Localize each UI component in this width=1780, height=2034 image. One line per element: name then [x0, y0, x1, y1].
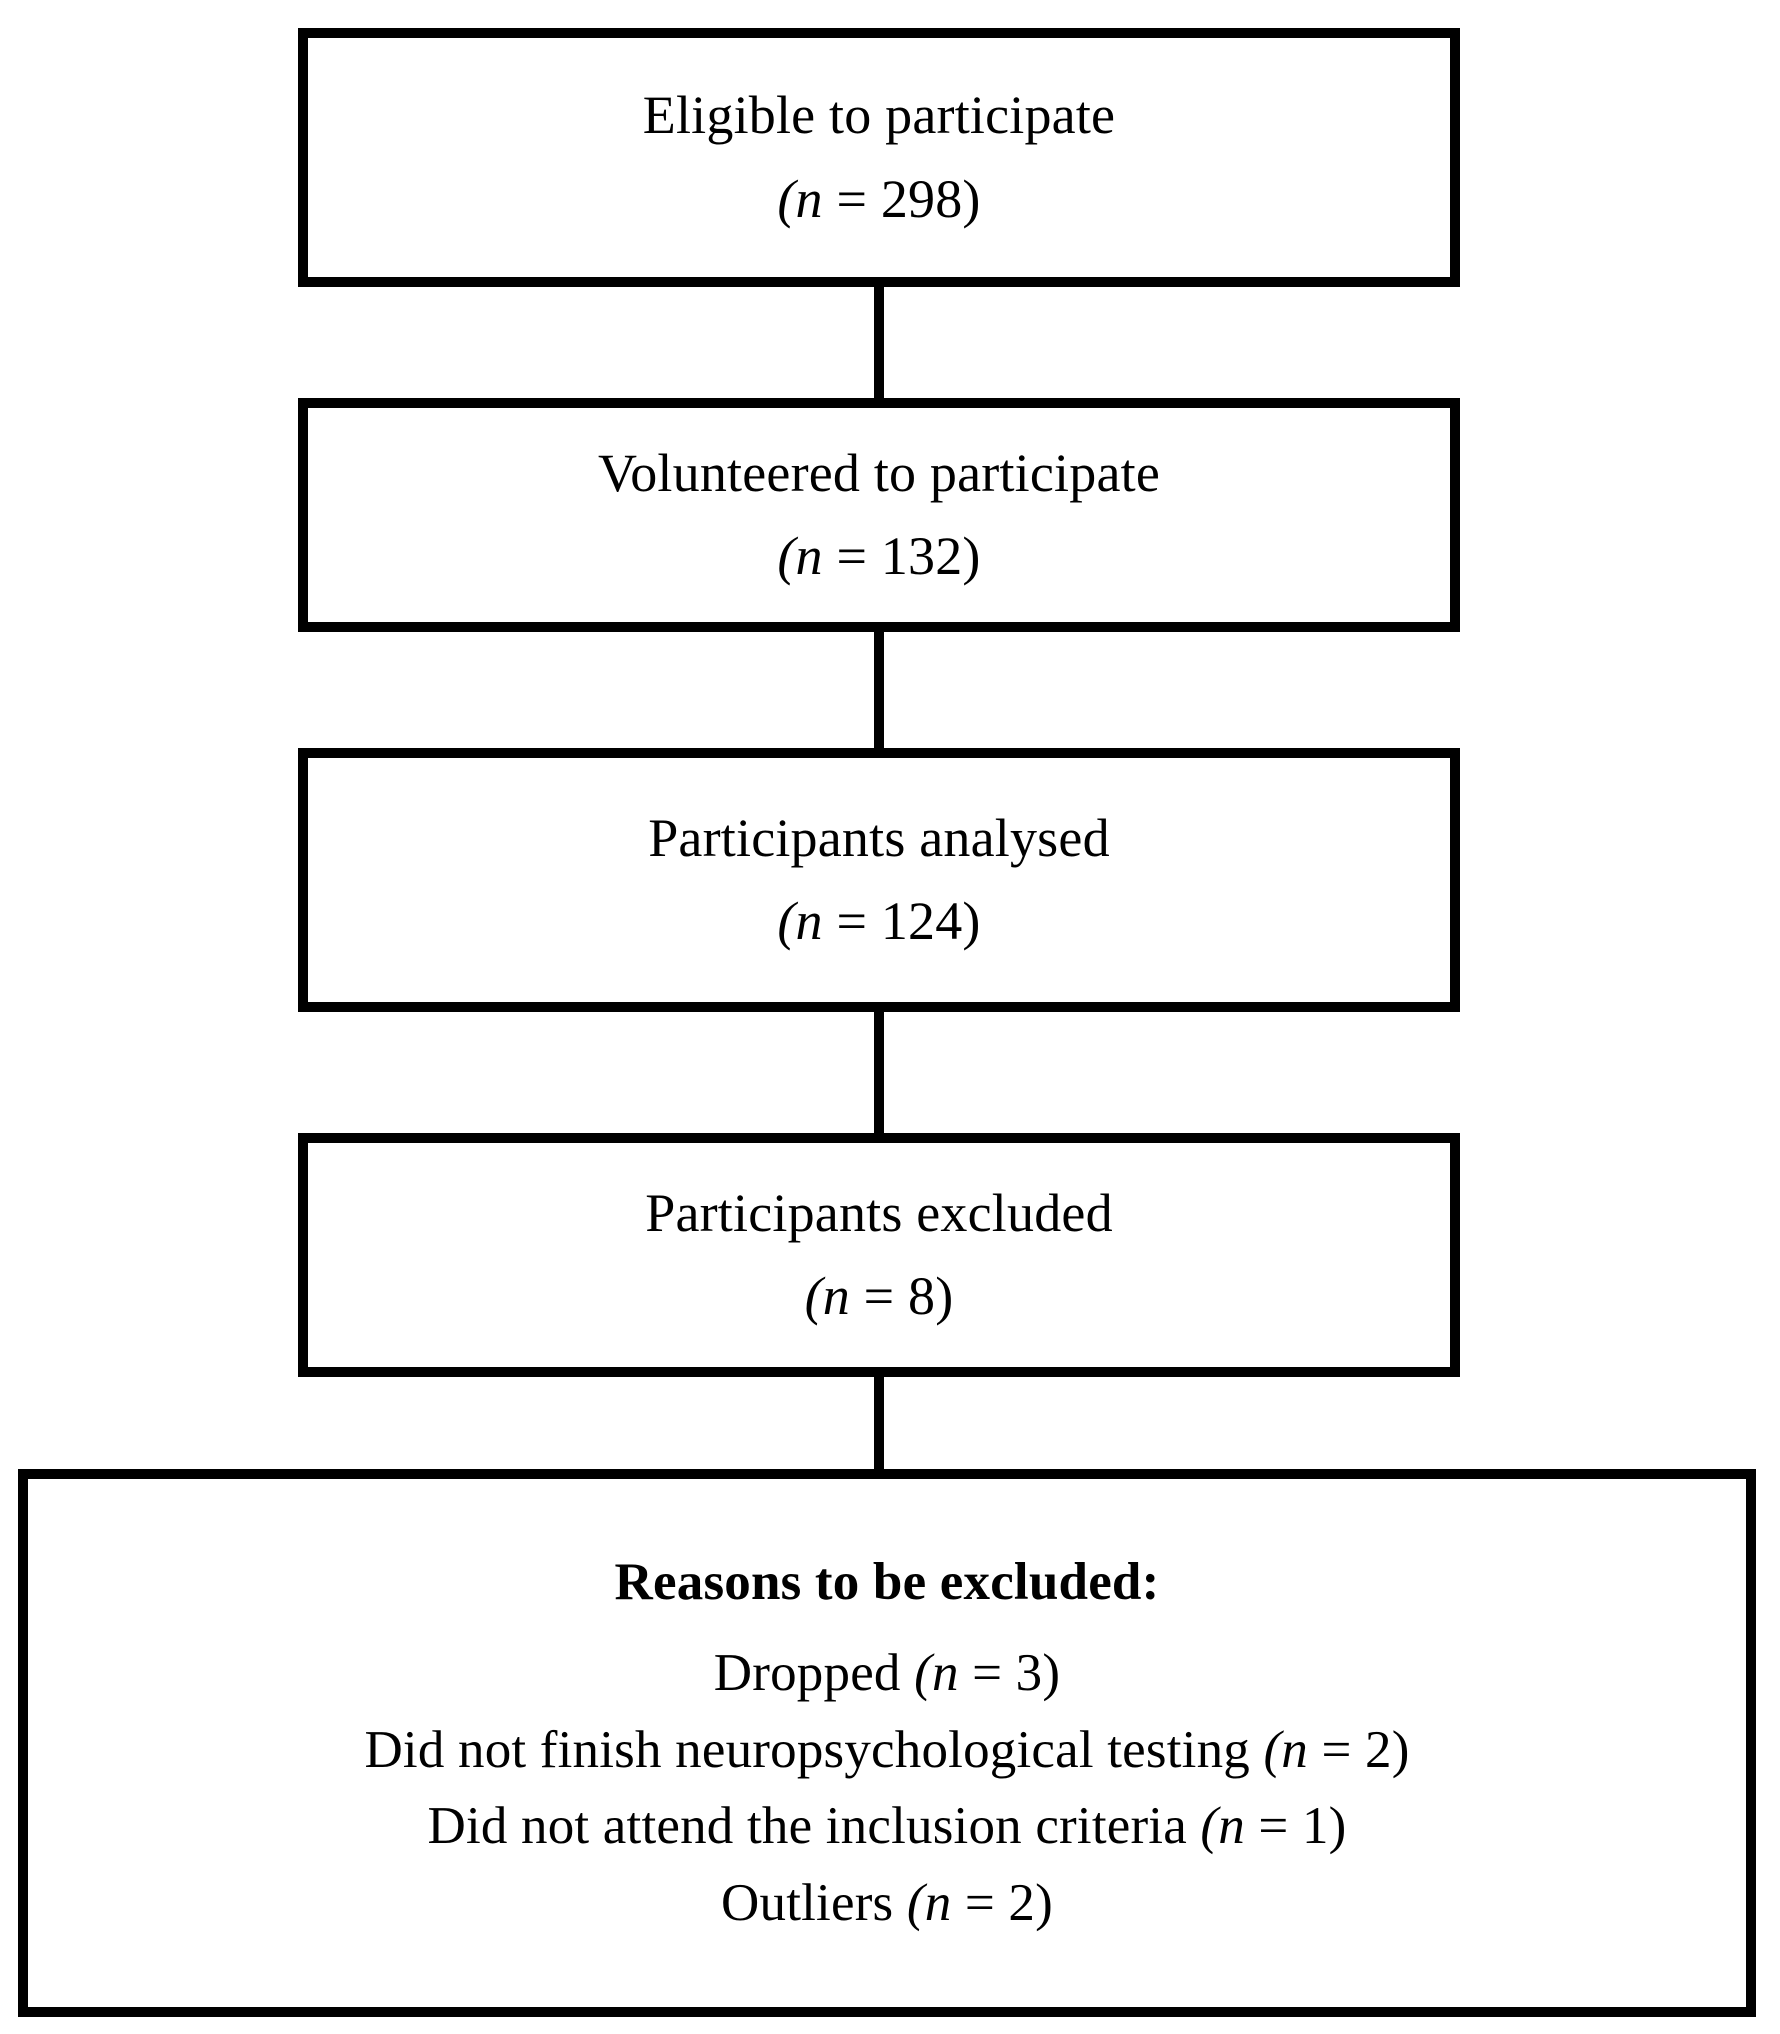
connector-eligible-to-volunteered	[874, 287, 884, 398]
n-symbol: (n	[906, 1874, 952, 1933]
reason-spacer	[1250, 1721, 1263, 1779]
flow-node-volunteered-count-value: = 132)	[822, 526, 981, 586]
flow-node-excluded-count	[805, 1262, 954, 1331]
flow-node-volunteered-count	[777, 522, 980, 591]
n-symbol: (n	[914, 1643, 959, 1702]
reason-item-inclusion-criteria-label: Did not attend the inclusion criteria	[427, 1797, 1187, 1856]
flow-node-eligible-label: Eligible to participate	[642, 85, 1116, 146]
reason-item-outliers	[721, 1869, 1053, 1938]
flow-node-analysed-count	[777, 887, 980, 956]
reason-item-unfinished-testing-label: Did not finish neuropsychological testing	[364, 1720, 1250, 1779]
n-symbol: (n	[777, 526, 823, 586]
connector-analysed-to-excluded	[874, 1012, 884, 1133]
reason-item-inclusion-criteria	[427, 1792, 1346, 1861]
reason-item-dropped	[714, 1639, 1060, 1708]
n-symbol: (n	[1263, 1720, 1308, 1779]
flow-node-analysed	[298, 748, 1460, 1012]
n-symbol: (n	[1200, 1797, 1245, 1856]
flow-node-analysed-label: Participants analysed	[648, 807, 1110, 868]
reason-item-outliers-label: Outliers	[721, 1874, 894, 1933]
flow-node-eligible-count-value: = 298)	[822, 168, 981, 229]
flow-node-excluded-label: Participants excluded	[645, 1182, 1113, 1243]
flow-node-analysed-count-value: = 124)	[822, 891, 981, 951]
n-symbol: (n	[777, 891, 823, 951]
flow-node-excluded	[298, 1133, 1460, 1377]
reason-item-dropped-label: Dropped	[713, 1643, 901, 1702]
flow-node-volunteered-label: Volunteered to participate	[598, 442, 1160, 503]
n-symbol: (n	[777, 168, 823, 229]
flow-node-eligible-count	[777, 165, 980, 234]
reason-item-outliers-count: = 2)	[951, 1874, 1053, 1933]
connector-excluded-to-reasons	[874, 1377, 884, 1469]
reason-item-unfinished-testing	[364, 1716, 1409, 1785]
n-symbol: (n	[804, 1266, 850, 1326]
reason-item-dropped-count: = 3)	[958, 1643, 1061, 1702]
reason-spacer	[893, 1874, 906, 1932]
reasons-title: Reasons to be excluded:	[614, 1552, 1160, 1611]
flow-node-excluded-count-value: = 8)	[849, 1266, 954, 1326]
reason-spacer	[1187, 1797, 1200, 1855]
reason-item-unfinished-testing-count: = 2)	[1308, 1720, 1410, 1779]
connector-volunteered-to-analysed	[874, 632, 884, 748]
reason-spacer	[901, 1644, 914, 1702]
reason-item-inclusion-criteria-count: = 1)	[1244, 1797, 1347, 1856]
flow-node-volunteered	[298, 398, 1460, 632]
flow-node-eligible	[298, 28, 1460, 287]
flow-node-reasons	[18, 1469, 1756, 2017]
